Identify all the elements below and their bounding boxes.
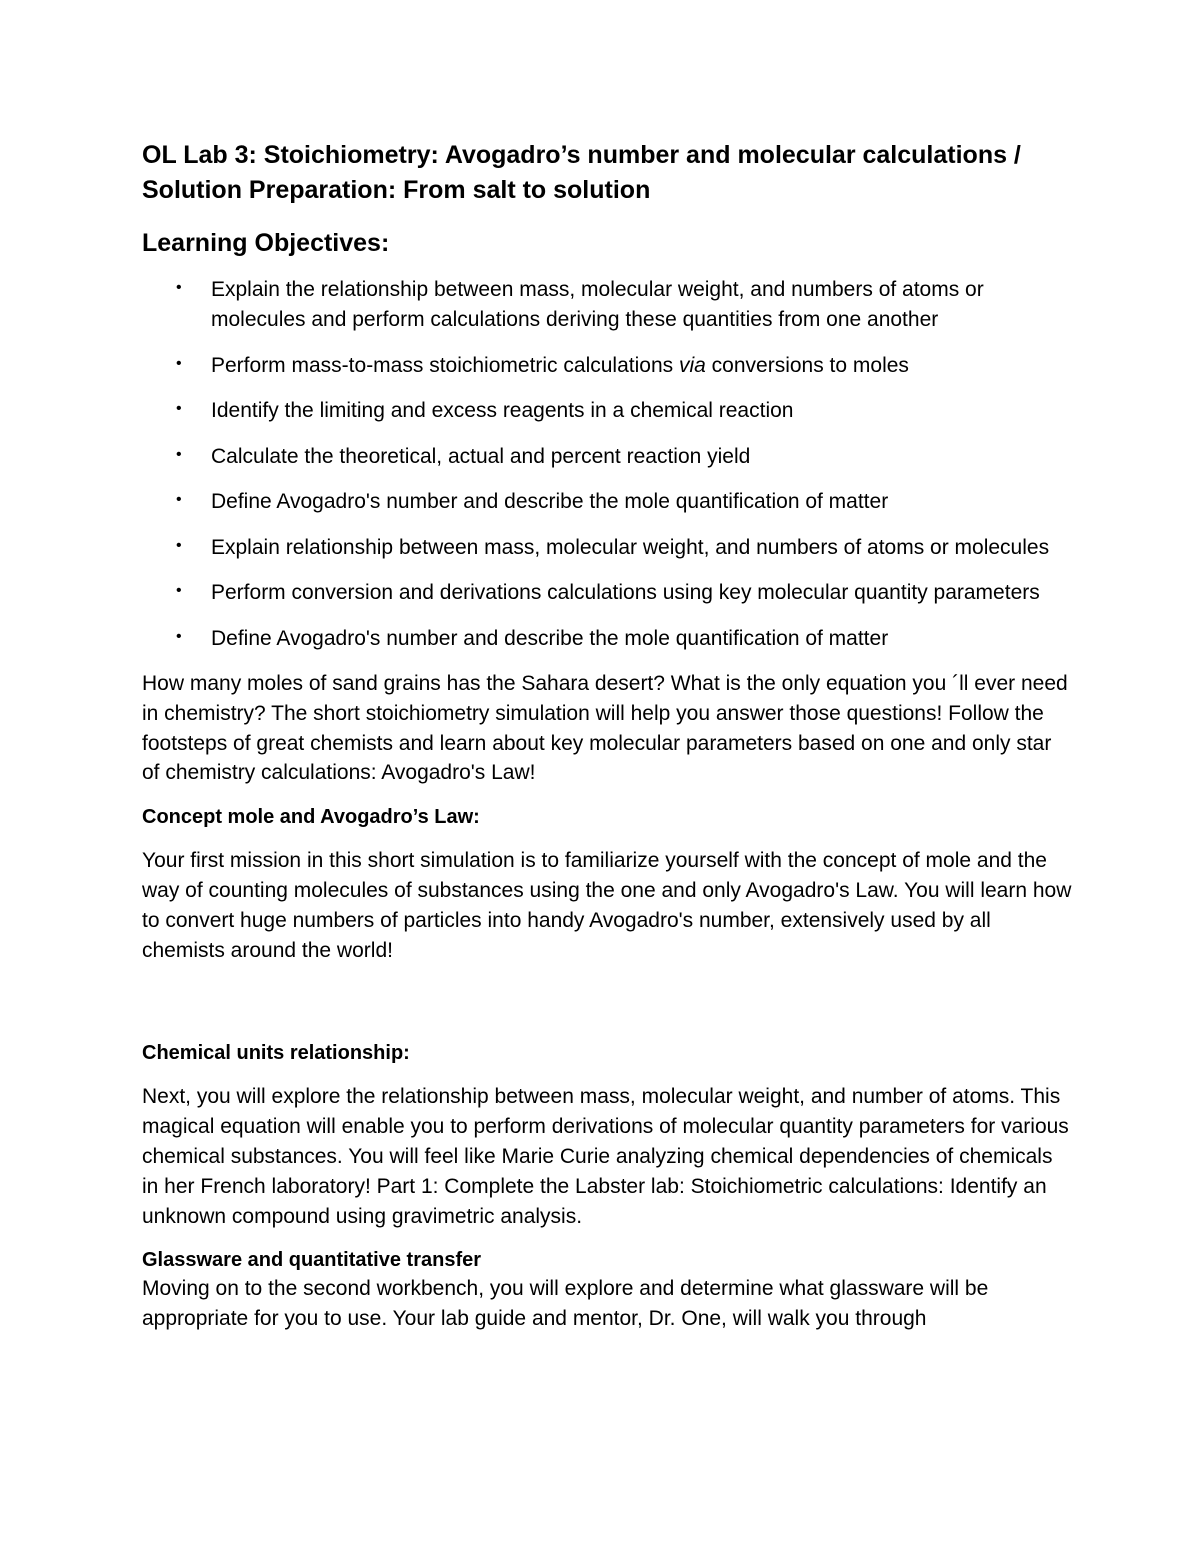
chemical-units-heading: Chemical units relationship: [142, 1042, 410, 1065]
list-item [142, 351, 1072, 381]
document-page [142, 138, 1072, 1349]
glassware-paragraph: Moving on to the second workbench, you will explore and determine what glassware will be appropriate for you to use. Your lab guide and mentor, Dr. One, will walk you through [142, 1277, 989, 1331]
concept-mole-heading: Concept mole and Avogadro’s Law: [142, 806, 480, 829]
chemical-units-paragraph: Next, you will explore the relationship between mass, molecular weight, and number of atoms. This magical equation will enable you to perform derivations of molecular quantity parameters for various chemical substances. You will feel like Marie Curie analyzing chemical dependencies of chemicals in her French laboratory! Part 1: Complete the Labster lab: Stoichiometric calculations: Identify an unknown compound using gravimetric analysis. [142, 1085, 1069, 1228]
document-title: OL Lab 3: Stoichiometry: Avogadro’s number and molecular calculations / Solution Preparation: From salt to solution [142, 141, 1021, 204]
bullet-icon: • [176, 491, 182, 508]
blank-line [142, 980, 1072, 1039]
objective-text: Perform mass-to-mass stoichiometric calculations [211, 353, 679, 377]
bullet-icon: • [176, 354, 182, 372]
bullet-icon: • [176, 536, 182, 554]
glassware-heading: Glassware and quantitative transfer [142, 1249, 482, 1272]
list-item [142, 442, 1072, 472]
objective-text-tail: conversions to moles [705, 353, 909, 377]
list-item [142, 487, 1072, 517]
objective-text: Explain the relationship between mass, molecular weight, and numbers of atoms or molecules and perform calculations deriving these quantities from one another [211, 278, 984, 331]
learning-objectives-list [142, 275, 1072, 654]
list-item [142, 624, 1072, 654]
intro-paragraph: How many moles of sand grains has the Sahara desert? What is the only equation you ´ll ever need in chemistry? The short stoichiometry simulation will help you answer those questions! Follow the footsteps of great chemists and learn about key molecular parameters based on one and only star of chemistry calculations: Avogadro's Law! [142, 672, 1068, 785]
objective-italic-text: via [678, 353, 706, 377]
bullet-icon: • [176, 445, 182, 463]
objective-text: Perform conversion and derivations calculations using key molecular quantity parameters [211, 581, 1040, 604]
learning-objectives-heading: Learning Objectives: [142, 229, 390, 257]
objective-text: Calculate the theoretical, actual and percent reaction yield [211, 444, 751, 468]
list-item [142, 275, 1072, 335]
objective-text: Define Avogadro's number and describe the mole quantification of matter [211, 490, 889, 513]
list-item [142, 533, 1072, 563]
bullet-icon: • [176, 582, 182, 599]
objective-text: Identify the limiting and excess reagents in a chemical reaction [211, 399, 794, 422]
objective-text: Explain relationship between mass, molecular weight, and numbers of atoms or molecules [211, 535, 1050, 559]
list-item [142, 578, 1072, 608]
concept-mole-paragraph: Your first mission in this short simulation is to familiarize yourself with the concept of mole and the way of counting molecules of substances using the one and only Avogadro's Law. You will learn how to convert huge numbers of particles into handy Avogadro's number, extensively used by all chemists around the world! [142, 849, 1072, 962]
bullet-icon: • [176, 627, 182, 645]
list-item [142, 396, 1072, 426]
objective-text: Define Avogadro's number and describe the mole quantification of matter [211, 626, 889, 650]
bullet-icon: • [176, 279, 182, 296]
bullet-icon: • [176, 400, 182, 417]
